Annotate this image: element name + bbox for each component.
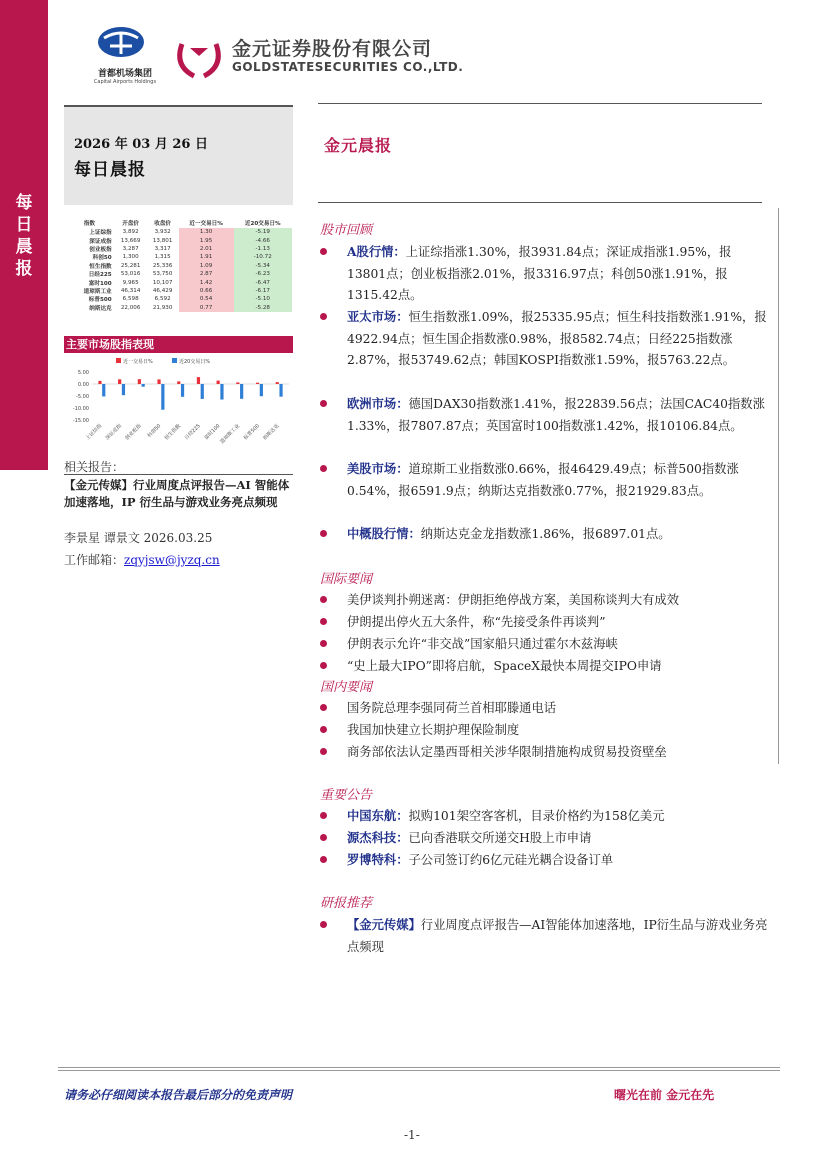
table-cell: 0.66 <box>179 287 234 295</box>
announcement-company: 中国东航： <box>347 808 409 823</box>
bullet-dot <box>320 640 327 647</box>
y-tick-label: -5.00 <box>76 394 89 400</box>
disclaimer-text[interactable]: 请务必仔细阅读本报告最后部分的免责声明 <box>64 1088 293 1102</box>
table-cell: 53,750 <box>152 271 173 278</box>
table-header: 近一交易日% <box>189 221 223 227</box>
intl-news-item[interactable]: “史上最大IPO”即将启航，SpaceX最快本周提交IPO申请 <box>347 659 662 673</box>
bullet-dot <box>320 248 327 255</box>
bar <box>276 382 279 384</box>
table-cell: 1.09 <box>179 262 234 270</box>
table-row <box>64 228 292 236</box>
market-index-table <box>64 218 292 312</box>
table-cell: -6.47 <box>234 278 292 286</box>
market-review-label: 中概股行情： <box>347 526 421 541</box>
bar <box>217 381 220 384</box>
table-cell: 1.91 <box>179 253 234 261</box>
table-row <box>64 253 292 261</box>
report-date: 2026 年 03 月 26 日 <box>74 137 208 152</box>
bar <box>118 379 121 384</box>
x-tick-label: 科创50 <box>146 423 163 439</box>
report-name: 金元晨报 <box>324 136 393 155</box>
y-tick-label: 5.00 <box>77 370 89 376</box>
bullet-dot <box>320 856 327 863</box>
table-header: 开盘价 <box>122 221 140 227</box>
bullet-dot <box>320 596 327 603</box>
table-cell: 科创50 <box>92 255 112 262</box>
table-cell: 深证成指 <box>89 238 112 245</box>
table-cell: 3,892 <box>122 229 139 236</box>
related-report-title[interactable]: 【金元传媒】行业周度点评报告—AI 智能体加速落地，IP 衍生品与游戏业务亮点频现 <box>64 478 290 509</box>
table-cell: -5.28 <box>234 304 292 312</box>
bar <box>161 384 164 410</box>
table-cell: -5.10 <box>234 295 292 303</box>
table-header: 收盘价 <box>154 221 172 227</box>
slogan-text: 曙光在前 金元在先 <box>614 1088 715 1102</box>
table-header: 指数 <box>83 221 95 227</box>
bar <box>220 384 223 400</box>
related-report-authors: 李景星 谭景文 2026.03.25 <box>64 531 213 545</box>
bar <box>122 384 125 395</box>
announcement-company: 罗博特科： <box>347 852 409 867</box>
market-review-label: 亚太市场： <box>347 309 409 324</box>
related-report-label: 相关报告： <box>64 460 125 474</box>
domestic-news-item[interactable]: 我国加快建立长期护理保险制度 <box>347 723 520 737</box>
table-cell: 道琼斯工业 <box>83 288 112 295</box>
table-cell: 2.01 <box>179 245 234 253</box>
table-cell: 创业板指 <box>89 246 112 253</box>
market-review-text: 纳斯达克金龙指数涨1.86%，报6897.01点。 <box>420 527 671 541</box>
announcement-text: 子公司签订约6亿元硅光耦合设备订单 <box>408 853 614 867</box>
bar <box>201 384 204 399</box>
market-review-label: A股行情： <box>347 244 406 259</box>
table-cell: 6,598 <box>122 296 139 303</box>
x-tick-label: 创业板指 <box>124 423 143 442</box>
column-rule <box>778 208 779 764</box>
table-cell: 25,336 <box>152 262 173 269</box>
research-item[interactable] <box>347 914 770 958</box>
company-name-en: GOLDSTATESECURITIES CO.,LTD. <box>232 60 464 74</box>
page-number: -1- <box>404 1128 420 1142</box>
bar <box>142 384 145 387</box>
research-text: 行业周度点评报告—AI智能体加速落地，IP衍生品与游戏业务亮点频现 <box>347 918 768 954</box>
table-cell: 2.87 <box>179 270 234 278</box>
table-cell: 1,300 <box>122 254 139 261</box>
table-row <box>64 262 292 270</box>
table-cell: 10,107 <box>152 279 173 286</box>
bar <box>279 384 282 397</box>
table-cell: -5.34 <box>234 262 292 270</box>
email-link[interactable]: zqyjsw@jyzq.cn <box>124 553 220 567</box>
domestic-news-item[interactable]: 国务院总理李强同荷兰首相耶滕通电话 <box>347 701 557 715</box>
bullet-dot <box>320 530 327 537</box>
sidebar-label: 每日晨报 <box>15 193 33 279</box>
bullet-dot <box>320 748 327 755</box>
table-cell: 9,965 <box>122 279 139 286</box>
x-tick-label: 日经225 <box>183 423 202 442</box>
announcement-company: 源杰科技： <box>347 830 409 845</box>
table-cell: 0.54 <box>179 295 234 303</box>
market-review-item <box>347 241 770 307</box>
bar <box>256 383 259 384</box>
table-cell: 13,801 <box>152 237 173 244</box>
airport-logo-subtext: Capital Airports Holdings <box>93 79 157 85</box>
table-cell: 46,429 <box>152 287 173 294</box>
table-cell: 1,315 <box>154 254 171 261</box>
bar <box>157 379 160 384</box>
table-cell: -6.17 <box>234 287 292 295</box>
market-review-text: 恒生指数涨1.09%，报25335.95点；恒生科技指数涨1.91%，报4922.94点；恒生国企指数涨0.98%，报8582.74点；日经225指数涨2.87%，报53749.62点；韩国KOSPI指数涨1.59%，报5763.22点。 <box>347 310 767 367</box>
bar <box>177 381 180 384</box>
research-tag: 【金元传媒】 <box>347 917 421 932</box>
table-row <box>64 245 292 253</box>
y-tick-label: 0.00 <box>77 382 89 388</box>
x-tick-label: 恒生指数 <box>163 423 183 442</box>
table-cell: 46,314 <box>120 287 141 294</box>
contact-email-row <box>64 551 220 568</box>
table-cell: -6.23 <box>234 270 292 278</box>
related-rule <box>64 474 293 475</box>
company-name-cn: 金元证券股份有限公司 <box>232 38 433 60</box>
bar <box>102 384 105 396</box>
table-cell: -4.66 <box>234 236 292 244</box>
bullet-dot <box>320 662 327 669</box>
bar <box>240 384 243 399</box>
intl-news-item[interactable]: 伊朗提出停火五大条件，称“先接受条件再谈判” <box>347 615 606 629</box>
footer-rule-2 <box>58 1070 780 1071</box>
market-review-item <box>347 306 770 372</box>
bar <box>98 381 101 384</box>
table-row <box>64 278 292 286</box>
table-cell: 1.30 <box>179 228 234 236</box>
email-label: 工作邮箱： <box>64 553 125 567</box>
x-tick-label: 富时100 <box>203 423 222 442</box>
table-cell: 标普500 <box>88 297 112 304</box>
table-row <box>64 270 292 278</box>
airport-logo-text: 首都机场集团 <box>97 69 152 79</box>
x-tick-label: 深证成指 <box>104 423 123 442</box>
y-tick-label: -15.00 <box>72 418 89 424</box>
bullet-dot <box>320 704 327 711</box>
announcement-text: 拟购101架空客客机，目录价格约为158亿美元 <box>408 809 665 823</box>
bullet-dot <box>320 465 327 472</box>
market-review-label: 美股市场： <box>347 461 409 476</box>
goldstate-logo-mark <box>174 36 224 80</box>
market-review-item <box>347 393 770 437</box>
bullet-dot <box>320 726 327 733</box>
table-cell: 恒生指数 <box>89 263 112 270</box>
section-domestic-news: 国内要闻 <box>320 680 373 695</box>
market-chart-title: 主要市场股指表现 <box>66 338 154 351</box>
bullet-dot <box>320 313 327 320</box>
market-chart-title-bar <box>64 336 293 353</box>
domestic-news-item[interactable]: 商务部依法认定墨西哥相关涉华限制措施构成贸易投资壁垒 <box>347 745 667 759</box>
intl-news-item[interactable]: 美伊谈判扑朔迷离：伊朗拒绝停战方案，美国称谈判大有成效 <box>347 593 680 607</box>
table-cell: 1.95 <box>179 236 234 244</box>
table-cell: 富时100 <box>88 280 112 287</box>
table-row <box>64 287 292 295</box>
legend-label: 近20交易日% <box>179 359 211 365</box>
table-cell: 日经225 <box>88 272 112 279</box>
bullet-dot <box>320 834 327 841</box>
market-review-text: 上证综指涨1.30%，报3931.84点；深证成指涨1.95%，报13801点；创业板指涨2.01%，报3316.97点；科创50涨1.91%，报1315.42点。 <box>347 245 732 302</box>
table-cell: 53,016 <box>120 271 141 278</box>
market-review-text: 德国DAX30指数涨1.41%，报22839.56点；法国CAC40指数涨1.33%，报7807.87点；英国富时100指数涨1.42%，报10106.84点。 <box>347 397 765 433</box>
market-index-chart <box>64 354 293 466</box>
x-tick-label: 上证综指 <box>84 423 104 442</box>
bullet-dot <box>320 618 327 625</box>
table-cell: 3,317 <box>154 245 171 252</box>
table-cell: 13,669 <box>120 237 141 244</box>
header-rule <box>318 103 762 104</box>
x-tick-label: 道琼斯工业 <box>219 423 242 446</box>
intl-news-item[interactable]: 伊朗表示允许“非交战”国家船只通过霍尔木兹海峡 <box>347 637 618 651</box>
table-cell: -10.72 <box>234 253 292 261</box>
table-cell: 21,930 <box>152 304 173 311</box>
bar <box>197 377 200 384</box>
table-cell: 纳斯达克 <box>89 305 112 312</box>
bar <box>236 382 239 384</box>
section-announcements: 重要公告 <box>320 788 373 803</box>
bar <box>138 379 141 384</box>
table-cell: 6,592 <box>154 296 171 303</box>
section-intl-news: 国际要闻 <box>320 572 373 587</box>
report-series-title: 每日晨报 <box>74 160 146 180</box>
market-review-label: 欧洲市场： <box>347 396 409 411</box>
table-row <box>64 236 292 244</box>
market-review-item <box>347 523 770 546</box>
legend-swatch <box>116 358 121 363</box>
x-tick-label: 纳斯达克 <box>262 423 281 442</box>
header-rule-bottom <box>318 202 762 203</box>
table-cell: -1.13 <box>234 245 292 253</box>
announcement-item[interactable] <box>347 850 613 868</box>
table-row <box>64 304 292 312</box>
announcement-item[interactable] <box>347 828 591 846</box>
table-cell: 1.42 <box>179 278 234 286</box>
table-cell: 3,287 <box>122 245 139 252</box>
bar <box>181 384 184 397</box>
bullet-dot <box>320 812 327 819</box>
announcement-item[interactable] <box>347 806 665 824</box>
table-cell: 0.77 <box>179 304 234 312</box>
y-tick-label: -10.00 <box>72 406 89 412</box>
x-tick-label: 标普500 <box>242 423 261 442</box>
table-cell: 25,281 <box>120 262 141 269</box>
table-cell: -5.19 <box>234 228 292 236</box>
bullet-dot <box>320 921 327 928</box>
bullet-dot <box>320 400 327 407</box>
table-cell: 上证综指 <box>89 230 112 237</box>
legend-label: 近一交易日% <box>123 359 153 365</box>
section-research: 研报推荐 <box>320 896 373 911</box>
legend-swatch <box>172 358 177 363</box>
capital-airports-logo <box>96 24 146 56</box>
table-header-row <box>64 218 292 228</box>
announcement-text: 已向香港联交所递交H股上市申请 <box>408 831 592 845</box>
table-cell: 22,006 <box>120 304 141 311</box>
market-review-text: 道琼斯工业指数涨0.66%，报46429.49点；标普500指数涨0.54%，报6591.9点；纳斯达克指数涨0.77%，报21929.83点。 <box>347 462 739 498</box>
bar <box>260 384 263 396</box>
section-market-review: 股市回顾 <box>320 223 373 238</box>
table-cell: 3,932 <box>154 229 171 236</box>
table-header: 近20交易日% <box>244 221 281 227</box>
footer-rule <box>58 1067 780 1068</box>
table-row <box>64 295 292 303</box>
market-review-item <box>347 458 770 502</box>
